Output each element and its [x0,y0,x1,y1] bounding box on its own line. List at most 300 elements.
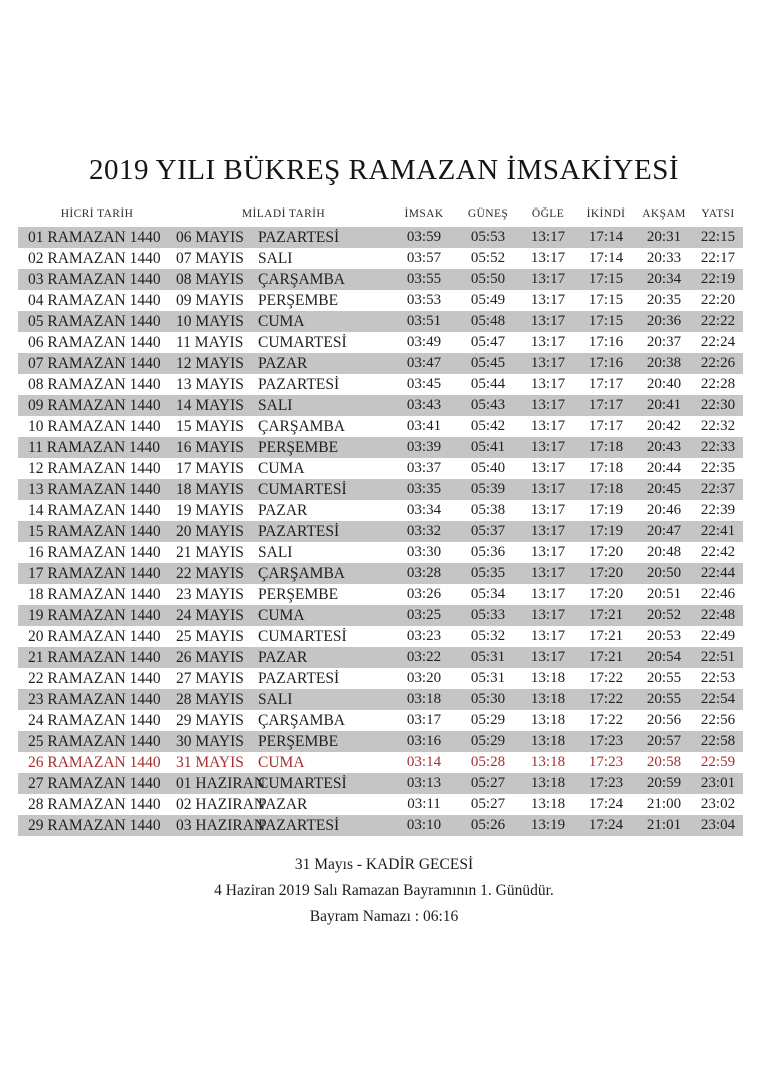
gunes-time-cell: 05:41 [470,439,506,455]
ikindi-time-cell: 17:20 [588,586,624,602]
day-name-cell: SALI [258,250,293,267]
aksam-time-cell: 20:35 [646,292,682,308]
yatsi-time-cell: 22:51 [700,649,736,665]
day-name-cell: PAZARTESİ [258,523,340,540]
day-name-cell: ÇARŞAMBA [258,712,345,729]
col-header-yatsi: YATSI [701,208,735,220]
table-row [18,647,743,668]
miladi-date-cell: 19 MAYIS [176,502,244,519]
ogle-time-cell: 13:17 [530,313,566,329]
ikindi-time-cell: 17:21 [588,628,624,644]
timetable-body [18,227,743,836]
day-name-cell: CUMA [258,313,305,330]
hicri-date-cell: 01 RAMAZAN 1440 [28,229,161,246]
ikindi-time-cell: 17:21 [588,649,624,665]
imsak-time-cell: 03:30 [406,544,442,560]
table-row [18,710,743,731]
day-name-cell: ÇARŞAMBA [258,418,345,435]
col-header-miladi-tarih: MİLADİ TARİH [241,208,326,220]
ikindi-time-cell: 17:18 [588,460,624,476]
aksam-time-cell: 20:40 [646,376,682,392]
gunes-time-cell: 05:40 [470,460,506,476]
aksam-time-cell: 21:01 [646,817,682,833]
gunes-time-cell: 05:43 [470,397,506,413]
table-row [18,542,743,563]
ogle-time-cell: 13:18 [530,670,566,686]
aksam-time-cell: 20:54 [646,649,682,665]
hicri-date-cell: 27 RAMAZAN 1440 [28,775,161,792]
hicri-date-cell: 08 RAMAZAN 1440 [28,376,161,393]
day-name-cell: CUMA [258,607,305,624]
yatsi-time-cell: 22:53 [700,670,736,686]
hicri-date-cell: 17 RAMAZAN 1440 [28,565,161,582]
table-row [18,605,743,626]
ikindi-time-cell: 17:19 [588,523,624,539]
kadir-gecesi-note: 31 Mayıs - KADİR GECESİ [294,856,474,873]
gunes-time-cell: 05:30 [470,691,506,707]
ogle-time-cell: 13:17 [530,460,566,476]
day-name-cell: PAZARTESİ [258,670,340,687]
col-header-gunes: GÜNEŞ [467,208,509,220]
aksam-time-cell: 20:51 [646,586,682,602]
aksam-time-cell: 20:47 [646,523,682,539]
day-name-cell: CUMA [258,754,305,771]
aksam-time-cell: 20:34 [646,271,682,287]
yatsi-time-cell: 22:37 [700,481,736,497]
aksam-time-cell: 20:56 [646,712,682,728]
table-row [18,227,743,248]
ikindi-time-cell: 17:15 [588,292,624,308]
miladi-date-cell: 20 MAYIS [176,523,244,540]
hicri-date-cell: 11 RAMAZAN 1440 [28,439,161,456]
table-row [18,353,743,374]
gunes-time-cell: 05:32 [470,628,506,644]
aksam-time-cell: 20:42 [646,418,682,434]
gunes-time-cell: 05:37 [470,523,506,539]
miladi-date-cell: 16 MAYIS [176,439,244,456]
imsak-time-cell: 03:39 [406,439,442,455]
ogle-time-cell: 13:18 [530,796,566,812]
hicri-date-cell: 12 RAMAZAN 1440 [28,460,161,477]
miladi-date-cell: 08 MAYIS [176,271,244,288]
col-header-ikindi: İKİNDİ [586,208,626,220]
day-name-cell: CUMARTESİ [258,628,347,645]
gunes-time-cell: 05:49 [470,292,506,308]
ikindi-time-cell: 17:24 [588,796,624,812]
miladi-date-cell: 27 MAYIS [176,670,244,687]
aksam-time-cell: 20:59 [646,775,682,791]
imsak-time-cell: 03:59 [406,229,442,245]
miladi-date-cell: 18 MAYIS [176,481,244,498]
hicri-date-cell: 05 RAMAZAN 1440 [28,313,161,330]
ikindi-time-cell: 17:14 [588,229,624,245]
day-name-cell: PERŞEMBE [258,439,339,456]
hicri-date-cell: 13 RAMAZAN 1440 [28,481,161,498]
yatsi-time-cell: 22:41 [700,523,736,539]
ogle-time-cell: 13:17 [530,565,566,581]
miladi-date-cell: 07 MAYIS [176,250,244,267]
imsak-time-cell: 03:55 [406,271,442,287]
yatsi-time-cell: 22:59 [700,754,736,770]
gunes-time-cell: 05:45 [470,355,506,371]
yatsi-time-cell: 22:42 [700,544,736,560]
miladi-date-cell: 31 MAYIS [176,754,244,771]
ogle-time-cell: 13:17 [530,481,566,497]
aksam-time-cell: 20:33 [646,250,682,266]
imsak-time-cell: 03:47 [406,355,442,371]
day-name-cell: PERŞEMBE [258,586,339,603]
page-title: 2019 YILI BÜKREŞ RAMAZAN İMSAKİYESİ [89,154,679,186]
yatsi-time-cell: 22:44 [700,565,736,581]
miladi-date-cell: 13 MAYIS [176,376,244,393]
gunes-time-cell: 05:34 [470,586,506,602]
table-row [18,773,743,794]
ogle-time-cell: 13:17 [530,502,566,518]
imsak-time-cell: 03:49 [406,334,442,350]
table-row [18,374,743,395]
yatsi-time-cell: 22:48 [700,607,736,623]
hicri-date-cell: 24 RAMAZAN 1440 [28,712,161,729]
yatsi-time-cell: 22:30 [700,397,736,413]
ogle-time-cell: 13:17 [530,649,566,665]
table-row [18,416,743,437]
imsak-time-cell: 03:35 [406,481,442,497]
aksam-time-cell: 20:44 [646,460,682,476]
imsak-time-cell: 03:34 [406,502,442,518]
ikindi-time-cell: 17:14 [588,250,624,266]
ikindi-time-cell: 17:15 [588,313,624,329]
miladi-date-cell: 28 MAYIS [176,691,244,708]
day-name-cell: CUMA [258,460,305,477]
gunes-time-cell: 05:53 [470,229,506,245]
ikindi-time-cell: 17:22 [588,670,624,686]
day-name-cell: ÇARŞAMBA [258,565,345,582]
col-header-ogle: ÖĞLE [531,208,565,220]
day-name-cell: CUMARTESİ [258,334,347,351]
aksam-time-cell: 20:37 [646,334,682,350]
table-row [18,500,743,521]
table-row [18,290,743,311]
gunes-time-cell: 05:27 [470,775,506,791]
gunes-time-cell: 05:52 [470,250,506,266]
aksam-time-cell: 20:48 [646,544,682,560]
ogle-time-cell: 13:19 [530,817,566,833]
miladi-date-cell: 12 MAYIS [176,355,244,372]
yatsi-time-cell: 22:17 [700,250,736,266]
day-name-cell: PAZAR [258,502,308,519]
yatsi-time-cell: 22:20 [700,292,736,308]
ogle-time-cell: 13:17 [530,544,566,560]
table-row [18,563,743,584]
gunes-time-cell: 05:39 [470,481,506,497]
yatsi-time-cell: 22:33 [700,439,736,455]
hicri-date-cell: 07 RAMAZAN 1440 [28,355,161,372]
ogle-time-cell: 13:18 [530,691,566,707]
hicri-date-cell: 04 RAMAZAN 1440 [28,292,161,309]
gunes-time-cell: 05:28 [470,754,506,770]
yatsi-time-cell: 22:35 [700,460,736,476]
ikindi-time-cell: 17:23 [588,733,624,749]
imsak-time-cell: 03:51 [406,313,442,329]
hicri-date-cell: 29 RAMAZAN 1440 [28,817,161,834]
day-name-cell: CUMARTESİ [258,481,347,498]
imsak-time-cell: 03:26 [406,586,442,602]
yatsi-time-cell: 22:32 [700,418,736,434]
table-row [18,752,743,773]
aksam-time-cell: 20:57 [646,733,682,749]
gunes-time-cell: 05:36 [470,544,506,560]
aksam-time-cell: 21:00 [646,796,682,812]
aksam-time-cell: 20:52 [646,607,682,623]
hicri-date-cell: 14 RAMAZAN 1440 [28,502,161,519]
ikindi-time-cell: 17:23 [588,775,624,791]
table-row [18,269,743,290]
imsak-time-cell: 03:16 [406,733,442,749]
miladi-date-cell: 29 MAYIS [176,712,244,729]
ogle-time-cell: 13:17 [530,355,566,371]
aksam-time-cell: 20:31 [646,229,682,245]
imsak-time-cell: 03:20 [406,670,442,686]
yatsi-time-cell: 23:01 [700,775,736,791]
table-row [18,731,743,752]
imsak-time-cell: 03:23 [406,628,442,644]
ikindi-time-cell: 17:20 [588,565,624,581]
table-row [18,815,743,836]
ikindi-time-cell: 17:15 [588,271,624,287]
imsak-time-cell: 03:25 [406,607,442,623]
ikindi-time-cell: 17:18 [588,439,624,455]
hicri-date-cell: 25 RAMAZAN 1440 [28,733,161,750]
aksam-time-cell: 20:53 [646,628,682,644]
gunes-time-cell: 05:44 [470,376,506,392]
ogle-time-cell: 13:17 [530,229,566,245]
ogle-time-cell: 13:17 [530,397,566,413]
ikindi-time-cell: 17:18 [588,481,624,497]
day-name-cell: PERŞEMBE [258,733,339,750]
miladi-date-cell: 02 HAZIRAN [176,796,266,813]
miladi-date-cell: 01 HAZIRAN [176,775,266,792]
table-row [18,689,743,710]
ogle-time-cell: 13:18 [530,733,566,749]
miladi-date-cell: 10 MAYIS [176,313,244,330]
ogle-time-cell: 13:17 [530,628,566,644]
imsak-time-cell: 03:10 [406,817,442,833]
day-name-cell: PAZAR [258,355,308,372]
yatsi-time-cell: 22:56 [700,712,736,728]
gunes-time-cell: 05:29 [470,733,506,749]
imsak-time-cell: 03:37 [406,460,442,476]
ikindi-time-cell: 17:22 [588,691,624,707]
gunes-time-cell: 05:31 [470,649,506,665]
gunes-time-cell: 05:50 [470,271,506,287]
ogle-time-cell: 13:18 [530,754,566,770]
gunes-time-cell: 05:27 [470,796,506,812]
miladi-date-cell: 26 MAYIS [176,649,244,666]
day-name-cell: PERŞEMBE [258,292,339,309]
table-row [18,794,743,815]
table-row [18,248,743,269]
gunes-time-cell: 05:33 [470,607,506,623]
aksam-time-cell: 20:38 [646,355,682,371]
hicri-date-cell: 03 RAMAZAN 1440 [28,271,161,288]
imsak-time-cell: 03:28 [406,565,442,581]
ogle-time-cell: 13:17 [530,334,566,350]
day-name-cell: CUMARTESİ [258,775,347,792]
yatsi-time-cell: 22:28 [700,376,736,392]
hicri-date-cell: 15 RAMAZAN 1440 [28,523,161,540]
imsak-time-cell: 03:11 [407,796,441,812]
aksam-time-cell: 20:46 [646,502,682,518]
day-name-cell: PAZAR [258,796,308,813]
hicri-date-cell: 09 RAMAZAN 1440 [28,397,161,414]
imsak-time-cell: 03:32 [406,523,442,539]
yatsi-time-cell: 22:49 [700,628,736,644]
ikindi-time-cell: 17:23 [588,754,624,770]
imsak-time-cell: 03:22 [406,649,442,665]
day-name-cell: SALI [258,397,293,414]
ikindi-time-cell: 17:21 [588,607,624,623]
gunes-time-cell: 05:29 [470,712,506,728]
imsak-time-cell: 03:53 [406,292,442,308]
ikindi-time-cell: 17:24 [588,817,624,833]
miladi-date-cell: 30 MAYIS [176,733,244,750]
aksam-time-cell: 20:55 [646,670,682,686]
ikindi-time-cell: 17:19 [588,502,624,518]
imsak-time-cell: 03:41 [406,418,442,434]
yatsi-time-cell: 23:02 [700,796,736,812]
hicri-date-cell: 10 RAMAZAN 1440 [28,418,161,435]
yatsi-time-cell: 22:54 [700,691,736,707]
aksam-time-cell: 20:55 [646,691,682,707]
table-row [18,668,743,689]
ikindi-time-cell: 17:16 [588,334,624,350]
hicri-date-cell: 06 RAMAZAN 1440 [28,334,161,351]
ogle-time-cell: 13:17 [530,586,566,602]
day-name-cell: SALI [258,544,293,561]
table-row [18,626,743,647]
ogle-time-cell: 13:17 [530,607,566,623]
yatsi-time-cell: 22:19 [700,271,736,287]
gunes-time-cell: 05:42 [470,418,506,434]
day-name-cell: PAZAR [258,649,308,666]
aksam-time-cell: 20:36 [646,313,682,329]
table-row [18,395,743,416]
ogle-time-cell: 13:17 [530,418,566,434]
col-header-hicri-tarih: HİCRİ TARİH [60,208,134,220]
imsak-time-cell: 03:17 [406,712,442,728]
ikindi-time-cell: 17:16 [588,355,624,371]
hicri-date-cell: 26 RAMAZAN 1440 [28,754,161,771]
aksam-time-cell: 20:45 [646,481,682,497]
gunes-time-cell: 05:31 [470,670,506,686]
miladi-date-cell: 06 MAYIS [176,229,244,246]
miladi-date-cell: 15 MAYIS [176,418,244,435]
ogle-time-cell: 13:17 [530,292,566,308]
gunes-time-cell: 05:47 [470,334,506,350]
imsak-time-cell: 03:14 [406,754,442,770]
hicri-date-cell: 19 RAMAZAN 1440 [28,607,161,624]
miladi-date-cell: 09 MAYIS [176,292,244,309]
miladi-date-cell: 25 MAYIS [176,628,244,645]
miladi-date-cell: 21 MAYIS [176,544,244,561]
bayram-namazi-time: Bayram Namazı : 06:16 [309,908,459,925]
yatsi-time-cell: 23:04 [700,817,736,833]
ogle-time-cell: 13:18 [530,775,566,791]
hicri-date-cell: 16 RAMAZAN 1440 [28,544,161,561]
yatsi-time-cell: 22:46 [700,586,736,602]
ogle-time-cell: 13:17 [530,271,566,287]
table-row [18,479,743,500]
aksam-time-cell: 20:41 [646,397,682,413]
col-header-imsak: İMSAK [404,208,444,220]
ogle-time-cell: 13:17 [530,376,566,392]
hicri-date-cell: 21 RAMAZAN 1440 [28,649,161,666]
ogle-time-cell: 13:18 [530,712,566,728]
miladi-date-cell: 14 MAYIS [176,397,244,414]
ikindi-time-cell: 17:17 [588,397,624,413]
hicri-date-cell: 02 RAMAZAN 1440 [28,250,161,267]
miladi-date-cell: 11 MAYIS [176,334,244,351]
aksam-time-cell: 20:43 [646,439,682,455]
day-name-cell: PAZARTESİ [258,817,340,834]
ikindi-time-cell: 17:22 [588,712,624,728]
imsak-time-cell: 03:43 [406,397,442,413]
miladi-date-cell: 23 MAYIS [176,586,244,603]
yatsi-time-cell: 22:39 [700,502,736,518]
imsak-time-cell: 03:45 [406,376,442,392]
yatsi-time-cell: 22:22 [700,313,736,329]
miladi-date-cell: 22 MAYIS [176,565,244,582]
ogle-time-cell: 13:17 [530,250,566,266]
hicri-date-cell: 23 RAMAZAN 1440 [28,691,161,708]
imsak-time-cell: 03:13 [406,775,442,791]
imsak-time-cell: 03:18 [406,691,442,707]
miladi-date-cell: 24 MAYIS [176,607,244,624]
col-header-aksam: AKŞAM [642,208,686,220]
miladi-date-cell: 03 HAZIRAN [176,817,266,834]
ogle-time-cell: 13:17 [530,439,566,455]
yatsi-time-cell: 22:26 [700,355,736,371]
hicri-date-cell: 18 RAMAZAN 1440 [28,586,161,603]
table-row [18,521,743,542]
yatsi-time-cell: 22:15 [700,229,736,245]
footer-notes [0,852,768,930]
hicri-date-cell: 22 RAMAZAN 1440 [28,670,161,687]
hicri-date-cell: 20 RAMAZAN 1440 [28,628,161,645]
ogle-time-cell: 13:17 [530,523,566,539]
ikindi-time-cell: 17:17 [588,418,624,434]
miladi-date-cell: 17 MAYIS [176,460,244,477]
gunes-time-cell: 05:35 [470,565,506,581]
aksam-time-cell: 20:58 [646,754,682,770]
table-row [18,311,743,332]
yatsi-time-cell: 22:24 [700,334,736,350]
aksam-time-cell: 20:50 [646,565,682,581]
table-row [18,584,743,605]
bayram-day-note: 4 Haziran 2019 Salı Ramazan Bayramının 1. Günüdür. [214,882,554,899]
day-name-cell: PAZARTESİ [258,229,340,246]
table-row [18,437,743,458]
day-name-cell: PAZARTESİ [258,376,340,393]
ikindi-time-cell: 17:20 [588,544,624,560]
day-name-cell: ÇARŞAMBA [258,271,345,288]
ikindi-time-cell: 17:17 [588,376,624,392]
table-header-row [18,206,743,222]
table-row [18,458,743,479]
table-row [18,332,743,353]
hicri-date-cell: 28 RAMAZAN 1440 [28,796,161,813]
day-name-cell: SALI [258,691,293,708]
